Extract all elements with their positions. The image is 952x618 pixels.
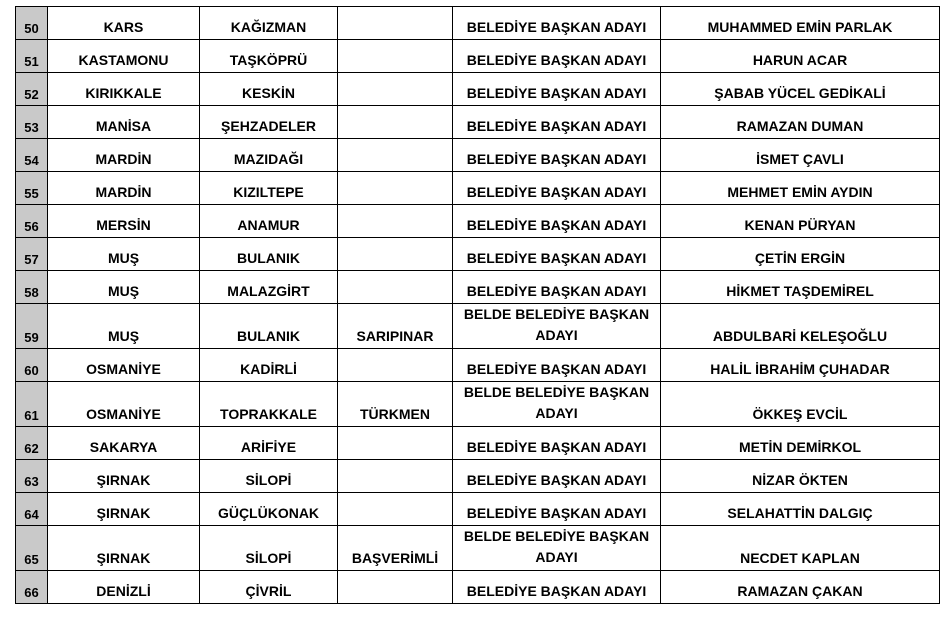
row-number-cell: 58 bbox=[16, 271, 48, 304]
province-cell: MANİSA bbox=[48, 106, 200, 139]
district-cell: MAZIDAĞI bbox=[200, 139, 338, 172]
candidate-table-body bbox=[16, 7, 940, 604]
table-row bbox=[16, 382, 940, 427]
district-cell: KADİRLİ bbox=[200, 349, 338, 382]
town-cell bbox=[338, 427, 453, 460]
table-row bbox=[16, 106, 940, 139]
position-cell: BELEDİYE BAŞKAN ADAYI bbox=[453, 427, 661, 460]
province-cell: SAKARYA bbox=[48, 427, 200, 460]
table-row bbox=[16, 493, 940, 526]
row-number-cell: 57 bbox=[16, 238, 48, 271]
town-cell: TÜRKMEN bbox=[338, 382, 453, 427]
table-row bbox=[16, 172, 940, 205]
candidate-name-cell: SELAHATTİN DALGIÇ bbox=[661, 493, 940, 526]
candidate-name-cell: ÇETİN ERGİN bbox=[661, 238, 940, 271]
table-row bbox=[16, 139, 940, 172]
district-cell: ŞEHZADELER bbox=[200, 106, 338, 139]
position-cell: BELEDİYE BAŞKAN ADAYI bbox=[453, 40, 661, 73]
province-cell: MUŞ bbox=[48, 238, 200, 271]
position-cell: BELDE BELEDİYE BAŞKAN ADAYI bbox=[453, 304, 661, 349]
row-number-cell: 51 bbox=[16, 40, 48, 73]
table-row bbox=[16, 7, 940, 40]
district-cell: MALAZGİRT bbox=[200, 271, 338, 304]
province-cell: MERSİN bbox=[48, 205, 200, 238]
province-cell: OSMANİYE bbox=[48, 349, 200, 382]
candidate-name-cell: HARUN ACAR bbox=[661, 40, 940, 73]
province-cell: MARDİN bbox=[48, 172, 200, 205]
row-number-cell: 60 bbox=[16, 349, 48, 382]
town-cell bbox=[338, 106, 453, 139]
district-cell: TAŞKÖPRÜ bbox=[200, 40, 338, 73]
row-number-cell: 54 bbox=[16, 139, 48, 172]
province-cell: OSMANİYE bbox=[48, 382, 200, 427]
candidate-name-cell: KENAN PÜRYAN bbox=[661, 205, 940, 238]
candidate-name-cell: HİKMET TAŞDEMİREL bbox=[661, 271, 940, 304]
candidate-name-cell: NİZAR ÖKTEN bbox=[661, 460, 940, 493]
district-cell: BULANIK bbox=[200, 238, 338, 271]
position-cell: BELEDİYE BAŞKAN ADAYI bbox=[453, 7, 661, 40]
candidate-name-cell: ŞABAB YÜCEL GEDİKALİ bbox=[661, 73, 940, 106]
table-row bbox=[16, 460, 940, 493]
district-cell: SİLOPİ bbox=[200, 460, 338, 493]
row-number-cell: 50 bbox=[16, 7, 48, 40]
row-number-cell: 65 bbox=[16, 526, 48, 571]
row-number-cell: 64 bbox=[16, 493, 48, 526]
candidate-name-cell: ÖKKEŞ EVCİL bbox=[661, 382, 940, 427]
district-cell: ARİFİYE bbox=[200, 427, 338, 460]
position-cell: BELDE BELEDİYE BAŞKAN ADAYI bbox=[453, 526, 661, 571]
district-cell: BULANIK bbox=[200, 304, 338, 349]
province-cell: MUŞ bbox=[48, 304, 200, 349]
district-cell: ÇİVRİL bbox=[200, 571, 338, 604]
province-cell: ŞIRNAK bbox=[48, 460, 200, 493]
position-cell: BELEDİYE BAŞKAN ADAYI bbox=[453, 271, 661, 304]
candidate-name-cell: ABDULBARİ KELEŞOĞLU bbox=[661, 304, 940, 349]
table-row bbox=[16, 271, 940, 304]
table-row bbox=[16, 427, 940, 460]
town-cell bbox=[338, 40, 453, 73]
table-row bbox=[16, 238, 940, 271]
town-cell bbox=[338, 460, 453, 493]
position-cell: BELEDİYE BAŞKAN ADAYI bbox=[453, 205, 661, 238]
town-cell bbox=[338, 238, 453, 271]
district-cell: TOPRAKKALE bbox=[200, 382, 338, 427]
row-number-cell: 61 bbox=[16, 382, 48, 427]
candidate-name-cell: NECDET KAPLAN bbox=[661, 526, 940, 571]
position-cell: BELEDİYE BAŞKAN ADAYI bbox=[453, 571, 661, 604]
table-row bbox=[16, 40, 940, 73]
candidate-name-cell: RAMAZAN DUMAN bbox=[661, 106, 940, 139]
town-cell bbox=[338, 205, 453, 238]
district-cell: KESKİN bbox=[200, 73, 338, 106]
table-row bbox=[16, 73, 940, 106]
district-cell: ANAMUR bbox=[200, 205, 338, 238]
town-cell bbox=[338, 271, 453, 304]
table-row bbox=[16, 571, 940, 604]
row-number-cell: 66 bbox=[16, 571, 48, 604]
table-row bbox=[16, 349, 940, 382]
position-cell: BELEDİYE BAŞKAN ADAYI bbox=[453, 349, 661, 382]
candidate-name-cell: RAMAZAN ÇAKAN bbox=[661, 571, 940, 604]
province-cell: ŞIRNAK bbox=[48, 526, 200, 571]
town-cell bbox=[338, 139, 453, 172]
town-cell: SARIPINAR bbox=[338, 304, 453, 349]
row-number-cell: 55 bbox=[16, 172, 48, 205]
position-cell: BELEDİYE BAŞKAN ADAYI bbox=[453, 139, 661, 172]
province-cell: MARDİN bbox=[48, 139, 200, 172]
town-cell bbox=[338, 172, 453, 205]
district-cell: KAĞIZMAN bbox=[200, 7, 338, 40]
row-number-cell: 63 bbox=[16, 460, 48, 493]
position-cell: BELEDİYE BAŞKAN ADAYI bbox=[453, 172, 661, 205]
row-number-cell: 56 bbox=[16, 205, 48, 238]
district-cell: KIZILTEPE bbox=[200, 172, 338, 205]
table-row bbox=[16, 205, 940, 238]
position-cell: BELEDİYE BAŞKAN ADAYI bbox=[453, 73, 661, 106]
province-cell: KASTAMONU bbox=[48, 40, 200, 73]
candidate-name-cell: MUHAMMED EMİN PARLAK bbox=[661, 7, 940, 40]
row-number-cell: 52 bbox=[16, 73, 48, 106]
town-cell: BAŞVERİMLİ bbox=[338, 526, 453, 571]
province-cell: MUŞ bbox=[48, 271, 200, 304]
table-row bbox=[16, 526, 940, 571]
province-cell: KARS bbox=[48, 7, 200, 40]
candidate-name-cell: METİN DEMİRKOL bbox=[661, 427, 940, 460]
candidate-name-cell: HALİL İBRAHİM ÇUHADAR bbox=[661, 349, 940, 382]
row-number-cell: 59 bbox=[16, 304, 48, 349]
position-cell: BELDE BELEDİYE BAŞKAN ADAYI bbox=[453, 382, 661, 427]
candidate-name-cell: MEHMET EMİN AYDIN bbox=[661, 172, 940, 205]
row-number-cell: 62 bbox=[16, 427, 48, 460]
district-cell: SİLOPİ bbox=[200, 526, 338, 571]
town-cell bbox=[338, 349, 453, 382]
row-number-cell: 53 bbox=[16, 106, 48, 139]
position-cell: BELEDİYE BAŞKAN ADAYI bbox=[453, 238, 661, 271]
province-cell: DENİZLİ bbox=[48, 571, 200, 604]
town-cell bbox=[338, 7, 453, 40]
province-cell: KIRIKKALE bbox=[48, 73, 200, 106]
town-cell bbox=[338, 571, 453, 604]
town-cell bbox=[338, 493, 453, 526]
province-cell: ŞIRNAK bbox=[48, 493, 200, 526]
table-row bbox=[16, 304, 940, 349]
candidate-table bbox=[15, 6, 940, 604]
district-cell: GÜÇLÜKONAK bbox=[200, 493, 338, 526]
candidate-name-cell: İSMET ÇAVLI bbox=[661, 139, 940, 172]
position-cell: BELEDİYE BAŞKAN ADAYI bbox=[453, 493, 661, 526]
position-cell: BELEDİYE BAŞKAN ADAYI bbox=[453, 460, 661, 493]
position-cell: BELEDİYE BAŞKAN ADAYI bbox=[453, 106, 661, 139]
town-cell bbox=[338, 73, 453, 106]
